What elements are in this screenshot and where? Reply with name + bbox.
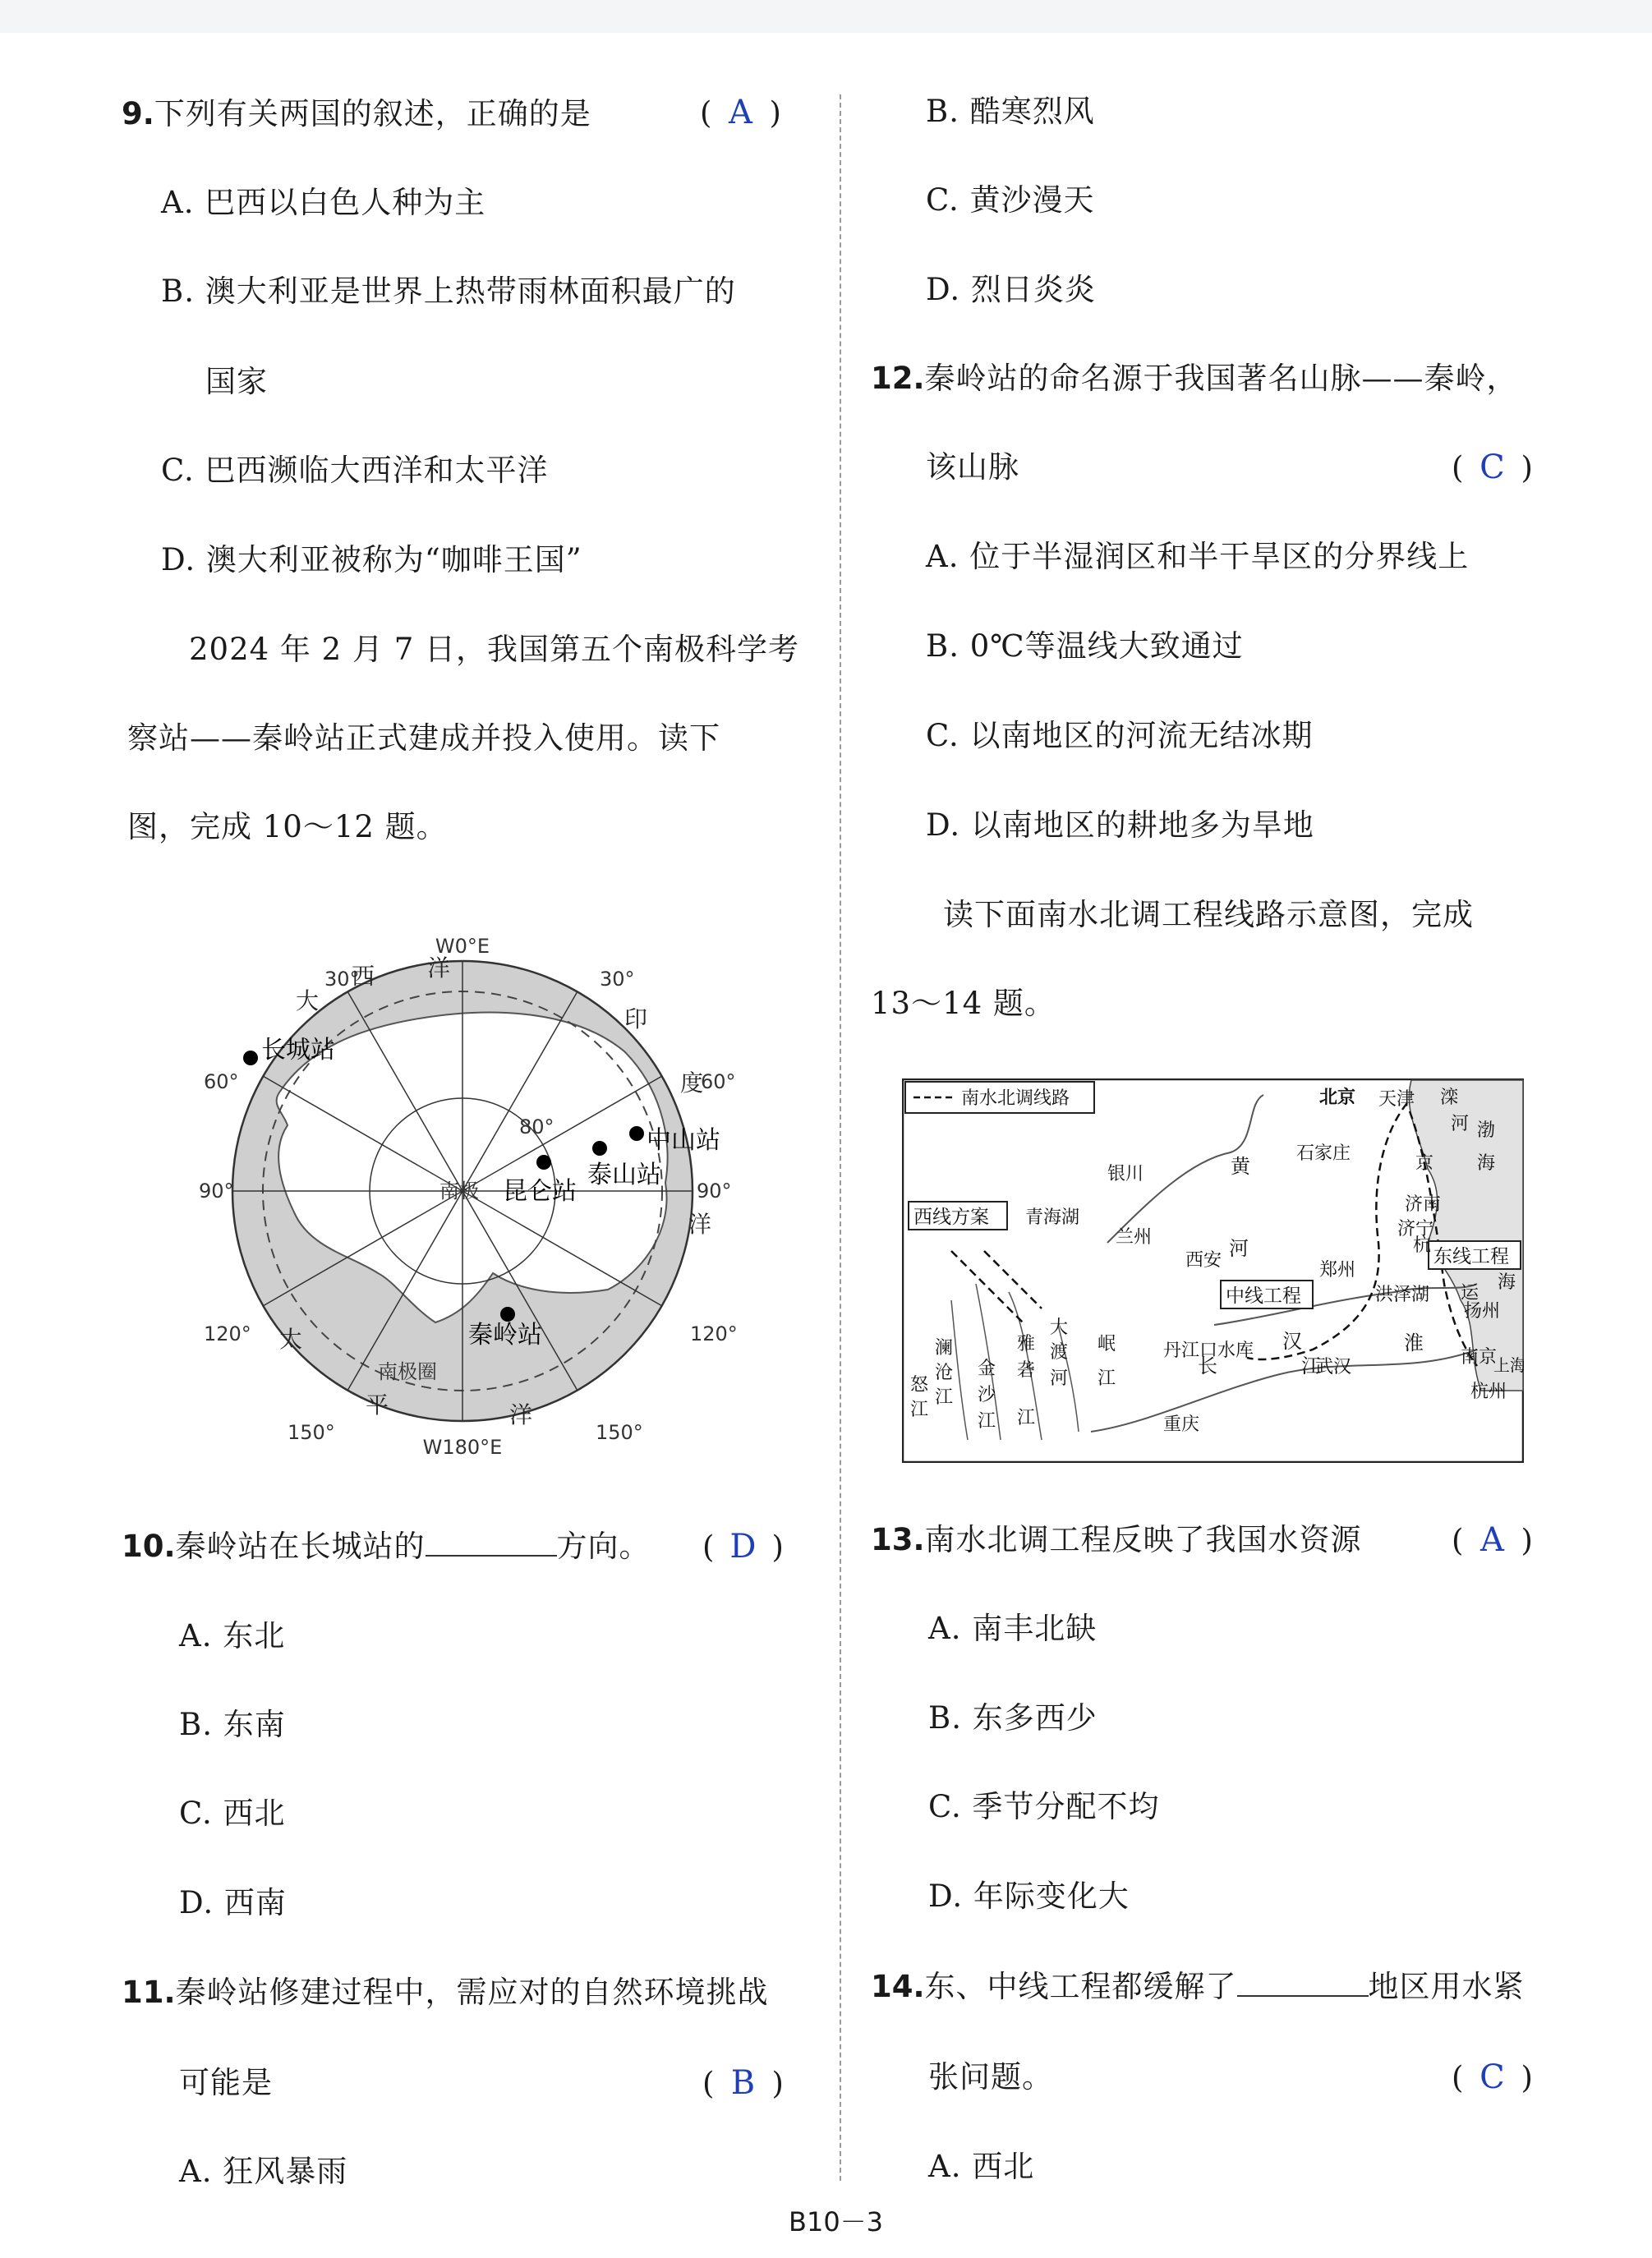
antarctic-map (148, 887, 772, 1495)
city-beijing: 北京 (1319, 1088, 1356, 1108)
city-shanghai: 上海 (1493, 1355, 1524, 1375)
q9-option-a: A. 巴西以白色人种为主 (161, 185, 486, 220)
q9-stem (122, 93, 591, 136)
q9-option-b-line1: B. 澳大利亚是世界上热带雨林面积最广的 (161, 274, 736, 309)
label-60e: 60° (701, 1070, 736, 1093)
label-120w: 120° (204, 1322, 251, 1345)
q12-option-b: B. 0℃等温线大致通过 (926, 628, 1244, 664)
q9-number: 9. (122, 96, 154, 131)
river-jiang: 江 (1301, 1354, 1321, 1377)
q13-stem-text: 南水北调工程反映了我国水资源 (924, 1522, 1362, 1557)
nujiang-1: 怒 (910, 1375, 929, 1396)
q12-option-c: C. 以南地区的河流无结冰期 (926, 718, 1314, 753)
q10-number: 10. (122, 1529, 176, 1564)
label-antarctic-circle: 南极圈 (378, 1360, 437, 1383)
q12-answer-bracket: ( C ) (1452, 446, 1533, 490)
q13-option-b: B. 东多西少 (928, 1700, 1097, 1736)
ocean-atlantic-1: 大 (296, 987, 320, 1014)
station-qinling-label: 秦岭站 (468, 1321, 542, 1350)
top-gray-band (0, 0, 1652, 33)
label-w0e: W0°E (435, 935, 490, 958)
minjiang-2: 江 (1097, 1368, 1116, 1389)
station-taishan-dot (592, 1141, 607, 1156)
river-huai: 淮 (1404, 1331, 1424, 1354)
q11-option-d: D. 烈日炎炎 (926, 272, 1096, 307)
label-80: 80° (519, 1115, 555, 1138)
river-han: 汉 (1282, 1330, 1302, 1353)
q13-answer: A (1479, 1521, 1504, 1559)
lancang-2: 沧 (935, 1363, 954, 1383)
ocean-indian-2: 度 (680, 1069, 704, 1097)
bohai-1: 渤 (1477, 1120, 1496, 1141)
intro1-line2: 察站——秦岭站正式建成并投入使用。读下 (127, 720, 720, 756)
q13-option-c: C. 季节分配不均 (928, 1789, 1160, 1824)
city-yinchuan: 银川 (1107, 1164, 1144, 1184)
dadu-3: 河 (1050, 1368, 1069, 1389)
jinghang-2: 杭 (1413, 1235, 1432, 1256)
jinsha-1: 金 (978, 1359, 996, 1379)
q12-stem1: 秦岭站的命名源于我国著名山脉——秦岭， (924, 361, 1518, 396)
yalong-2: 砻 (1017, 1360, 1036, 1381)
antarctic-map-svg (148, 887, 772, 1495)
q14-blank (1237, 1966, 1369, 1997)
canal-yun: 运 (1461, 1283, 1479, 1304)
q10-blank (426, 1525, 557, 1557)
q12-number: 12. (871, 361, 925, 396)
city-shijiazhuang: 石家庄 (1296, 1143, 1351, 1164)
intro1-line1: 2024 年 2 月 7 日，我国第五个南极科学考 (189, 632, 800, 667)
middle-route-label: 中线工程 (1226, 1285, 1301, 1307)
dadu-1: 大 (1050, 1318, 1069, 1338)
river-he: 河 (1229, 1237, 1249, 1260)
dadu-2: 渡 (1050, 1342, 1069, 1363)
station-zhongshan-label: 中山站 (647, 1126, 720, 1155)
station-kunlun-dot (536, 1155, 551, 1170)
q14-stem-line1 (871, 1966, 1525, 2008)
city-wuhan: 武汉 (1315, 1357, 1352, 1377)
jinsha-2: 沙 (978, 1385, 996, 1405)
intro2-line1: 读下面南水北调工程线路示意图，完成 (943, 897, 1474, 932)
river-huang: 黄 (1231, 1155, 1250, 1178)
q10-option-d: D. 西南 (179, 1885, 287, 1920)
q14-answer: C (1479, 2058, 1505, 2096)
hongze-lake: 洪泽湖 (1375, 1285, 1430, 1305)
q10-option-c: C. 西北 (179, 1796, 286, 1831)
q12-option-a: A. 位于半湿润区和半干旱区的分界线上 (926, 539, 1470, 574)
q11-answer-bracket: ( B ) (702, 2062, 784, 2105)
ocean-indian-3: 洋 (688, 1211, 712, 1238)
q13-option-a: A. 南丰北缺 (928, 1611, 1097, 1646)
label-60w: 60° (204, 1070, 239, 1093)
q10-option-a: A. 东北 (179, 1618, 286, 1653)
ocean-atlantic-2: 西 (352, 963, 375, 990)
ocean-pacific-2: 平 (366, 1391, 389, 1419)
legend-label: 南水北调线路 (961, 1088, 1070, 1109)
water-diversion-map-svg (902, 1078, 1524, 1463)
q13-option-d: D. 年际变化大 (928, 1879, 1130, 1914)
lancang-3: 江 (935, 1387, 954, 1408)
label-30w: 30° (324, 968, 360, 991)
intro2-line2: 13～14 题。 (871, 986, 1056, 1021)
jinghang-1: 京 (1415, 1153, 1434, 1174)
q11-stem2: 可能是 (179, 2065, 273, 2100)
station-kunlun-label: 昆仑站 (503, 1177, 577, 1206)
nujiang-2: 江 (910, 1400, 929, 1420)
station-changcheng-dot (243, 1051, 258, 1065)
yalong-3: 江 (1017, 1408, 1036, 1428)
q10-answer: D (729, 1528, 757, 1566)
q12-option-d: D. 以南地区的耕地多为旱地 (926, 807, 1314, 843)
q13-answer-bracket: ( A ) (1452, 1519, 1533, 1562)
city-yangzhou: 扬州 (1464, 1301, 1501, 1322)
q12-answer: C (1479, 448, 1505, 486)
station-zhongshan-dot (629, 1126, 644, 1141)
q10-stem (122, 1525, 651, 1568)
river-chang: 长 (1198, 1354, 1217, 1377)
label-90e: 90° (697, 1180, 732, 1203)
label-150e: 150° (596, 1421, 643, 1444)
label-120e: 120° (690, 1322, 738, 1345)
q9-answer-bracket: ( A ) (700, 91, 781, 135)
city-jining: 济宁 (1397, 1219, 1434, 1239)
jinsha-3: 江 (978, 1411, 996, 1432)
city-chongqing: 重庆 (1163, 1414, 1200, 1435)
minjiang-1: 岷 (1097, 1334, 1116, 1354)
city-nanjing: 南京 (1461, 1347, 1498, 1368)
q11-answer: B (730, 2064, 756, 2102)
q11-option-c: C. 黄沙漫天 (926, 182, 1095, 218)
ocean-pacific-1: 太 (279, 1326, 303, 1353)
label-w180e: W180°E (422, 1436, 503, 1459)
station-taishan-label: 泰山站 (587, 1161, 661, 1189)
q9-option-b-line2: 国家 (205, 364, 268, 399)
city-zhengzhou: 郑州 (1319, 1260, 1356, 1281)
label-south-pole: 南极 (439, 1180, 479, 1203)
q11-option-a: A. 狂风暴雨 (179, 2154, 348, 2189)
q9-answer: A (728, 94, 752, 131)
city-tianjin: 天津 (1378, 1089, 1415, 1110)
q13-stem (871, 1519, 1362, 1561)
q11-option-b: B. 酷寒烈风 (926, 94, 1095, 129)
station-changcheng-label: 长城站 (261, 1036, 335, 1065)
city-lanzhou: 兰州 (1116, 1227, 1153, 1248)
luanhe-2: 河 (1451, 1114, 1470, 1134)
q9-option-c: C. 巴西濒临大西洋和太平洋 (161, 453, 549, 488)
q10-answer-bracket: ( D ) (702, 1525, 784, 1569)
q11-stem1: 秦岭站修建过程中，需应对的自然环境挑战 (175, 1975, 769, 2010)
q10-stem-b: 方向。 (556, 1529, 651, 1564)
west-route-label: 西线方案 (913, 1207, 989, 1228)
page-footer: B10－3 (789, 2206, 884, 2237)
q14-stem-b: 地区用水紧 (1368, 1969, 1525, 2004)
label-90w: 90° (199, 1180, 234, 1203)
ocean-atlantic-3: 洋 (427, 954, 451, 982)
column-divider (840, 94, 841, 2181)
yalong-1: 雅 (1017, 1334, 1036, 1354)
ocean-indian-1: 印 (624, 1005, 648, 1032)
label-150w: 150° (288, 1421, 335, 1444)
q9-stem-text: 下列有关两国的叙述，正确的是 (154, 96, 591, 131)
q11-number: 11. (122, 1975, 176, 2010)
east-route-label: 东线工程 (1433, 1246, 1509, 1267)
ocean-pacific-3: 洋 (509, 1401, 533, 1428)
q14-option-a: A. 西北 (928, 2149, 1035, 2184)
water-diversion-map (902, 1078, 1524, 1463)
q10-stem-a: 秦岭站在长城站的 (175, 1529, 426, 1564)
sea-hai: 海 (1498, 1272, 1516, 1293)
q11-stem-line1 (122, 1971, 769, 2014)
q12-stem-line1 (871, 357, 1518, 400)
q14-stem2: 张问题。 (928, 2059, 1053, 2095)
q14-answer-bracket: ( C ) (1452, 2056, 1533, 2099)
intro1-line3: 图，完成 10～12 题。 (127, 809, 448, 844)
lancang-1: 澜 (935, 1338, 954, 1359)
q12-stem2: 该山脉 (926, 449, 1019, 485)
q9-option-d: D. 澳大利亚被称为“咖啡王国” (161, 542, 582, 577)
q13-number: 13. (871, 1522, 925, 1557)
luanhe-1: 滦 (1440, 1088, 1459, 1108)
qinghai-lake: 青海湖 (1025, 1207, 1080, 1228)
city-hangzhou: 杭州 (1470, 1382, 1507, 1402)
label-30e: 30° (600, 968, 635, 991)
city-jinan: 济南 (1405, 1194, 1442, 1215)
city-xian: 西安 (1185, 1250, 1222, 1271)
q14-number: 14. (871, 1969, 925, 2004)
danjiangkou-reservoir: 丹江口水库 (1163, 1341, 1254, 1361)
q10-option-b: B. 东南 (179, 1707, 286, 1742)
station-qinling-dot (500, 1307, 515, 1322)
q14-stem-a: 东、中线工程都缓解了 (924, 1969, 1237, 2004)
bohai-2: 海 (1477, 1153, 1496, 1174)
